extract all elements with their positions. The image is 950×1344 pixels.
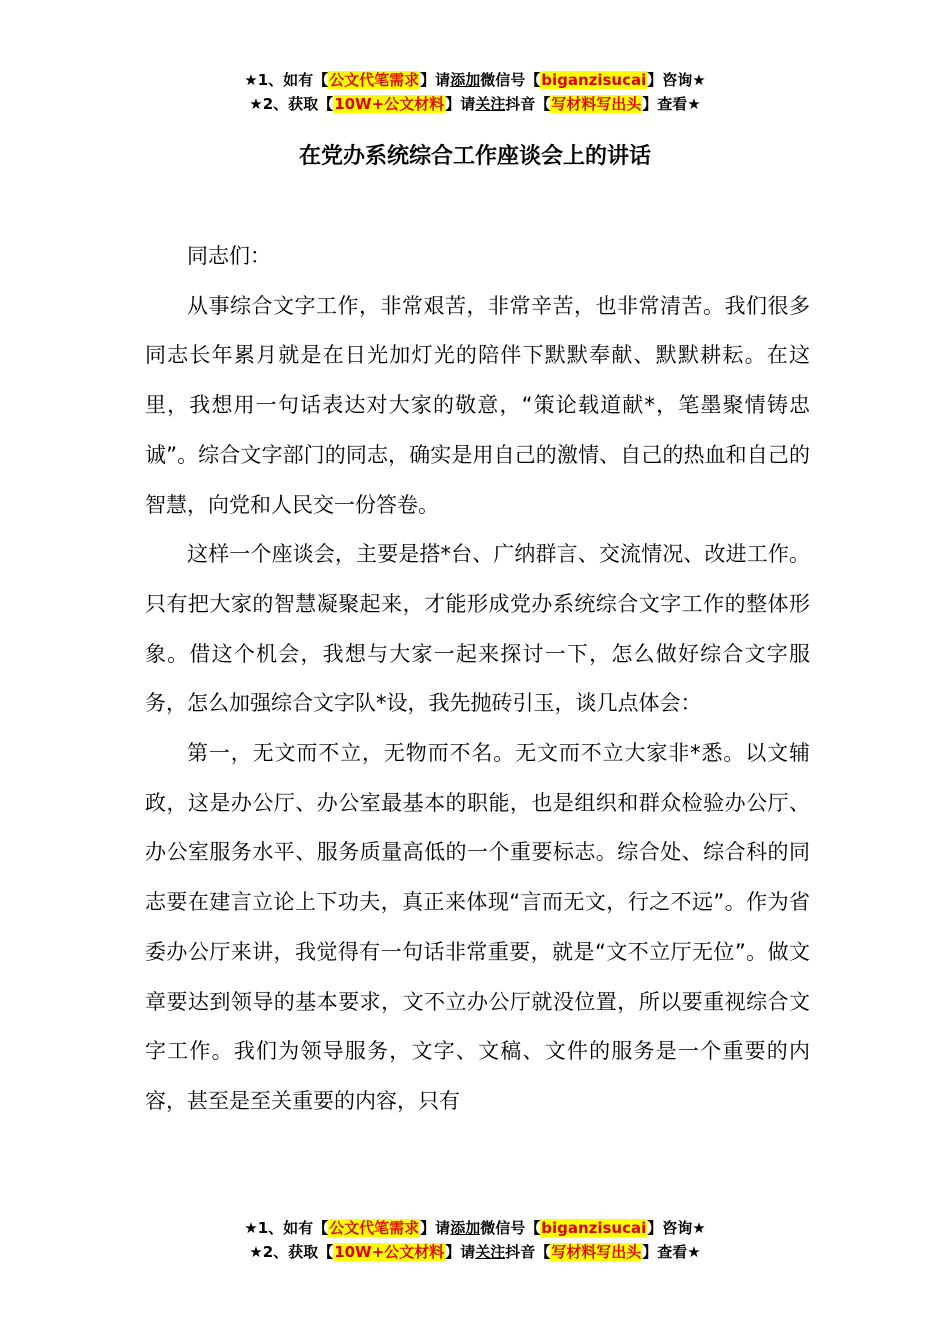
wechat-id-highlight: biganzisucai — [541, 71, 647, 89]
promo-text: 】请 — [445, 1243, 476, 1261]
promo-text: 】查看★ — [642, 1243, 701, 1261]
paragraph: 从事综合文字工作，非常艰苦，非常辛苦，也非常清苦。我们很多同志长年累月就是在日光加灯光的陪伴下默默奉献、默默耕耘。在这里，我想用一句话表达对大家的敬意，“策论载道献*，笔墨聚情铸忠诚”。综合文字部门的同志，确实是用自己的激情、自己的热血和自己的智慧，向党和人民交一份答卷。 — [145, 293, 810, 517]
promo-text: 抖音【 — [505, 95, 551, 113]
promo-text: ★1、如有【 — [244, 71, 329, 89]
document-title: 在党办系统综合工作座谈会上的讲话 — [298, 144, 651, 169]
promo-text: 微信号【 — [480, 71, 541, 89]
promo-text: 】请 — [420, 71, 451, 89]
promo-underline: 关注 — [475, 95, 506, 113]
promo-line-1 — [0, 68, 950, 92]
promo-line-1 — [0, 1216, 950, 1240]
promo-banner-top — [0, 68, 950, 116]
promo-text: 】咨询★ — [647, 71, 706, 89]
promo-highlight: 公文代笔需求 — [329, 1219, 420, 1237]
promo-text: ★2、获取【 — [249, 95, 334, 113]
promo-text: 】请 — [445, 95, 476, 113]
promo-banner-bottom — [0, 1216, 950, 1264]
promo-text: ★1、如有【 — [244, 1219, 329, 1237]
paragraph: 第一，无文而不立，无物而不名。无文而不立大家非*悉。以文辅政，这是办公厅、办公室最基本的职能，也是组织和群众检验办公厅、办公室服务水平、服务质量高低的一个重要标志。综合处、综合科的同志要在建言立论上下功夫，真正来体现“言而无文，行之不远”。作为省委办公厅来讲，我觉得有一句话非常重要，就是“文不立厅无位”。做文章要达到领导的基本要求，文不立办公厅就没位置，所以要重视综合文字工作。我们为领导服务，文字、文稿、文件的服务是一个重要的内容，甚至是至关重要的内容，只有 — [145, 741, 810, 1113]
paragraph: 这样一个座谈会，主要是搭*台、广纳群言、交流情况、改进工作。只有把大家的智慧凝聚起来，才能形成党办系统综合文字工作的整体形象。借这个机会，我想与大家一起来探讨一下，怎么做好综合文字服务，怎么加强综合文字队*设，我先抛砖引玉，谈几点体会： — [145, 542, 810, 716]
promo-underline: 添加 — [450, 71, 481, 89]
promo-highlight: 10W+公文材料 — [334, 95, 445, 113]
promo-underline: 关注 — [475, 1243, 506, 1261]
douyin-id-highlight: 写材料写出头 — [551, 95, 642, 113]
document-body — [145, 232, 810, 1127]
douyin-id-highlight: 写材料写出头 — [551, 1243, 642, 1261]
wechat-id-highlight: biganzisucai — [541, 1219, 647, 1237]
promo-highlight: 公文代笔需求 — [329, 71, 420, 89]
promo-text: 微信号【 — [480, 1219, 541, 1237]
promo-text: 抖音【 — [505, 1243, 551, 1261]
promo-line-2 — [0, 92, 950, 116]
promo-text: 】咨询★ — [647, 1219, 706, 1237]
promo-highlight: 10W+公文材料 — [334, 1243, 445, 1261]
salutation: 同志们： — [187, 244, 271, 268]
promo-line-2 — [0, 1240, 950, 1264]
promo-text: ★2、获取【 — [249, 1243, 334, 1261]
promo-text: 】请 — [420, 1219, 451, 1237]
promo-underline: 添加 — [450, 1219, 481, 1237]
promo-text: 】查看★ — [642, 95, 701, 113]
